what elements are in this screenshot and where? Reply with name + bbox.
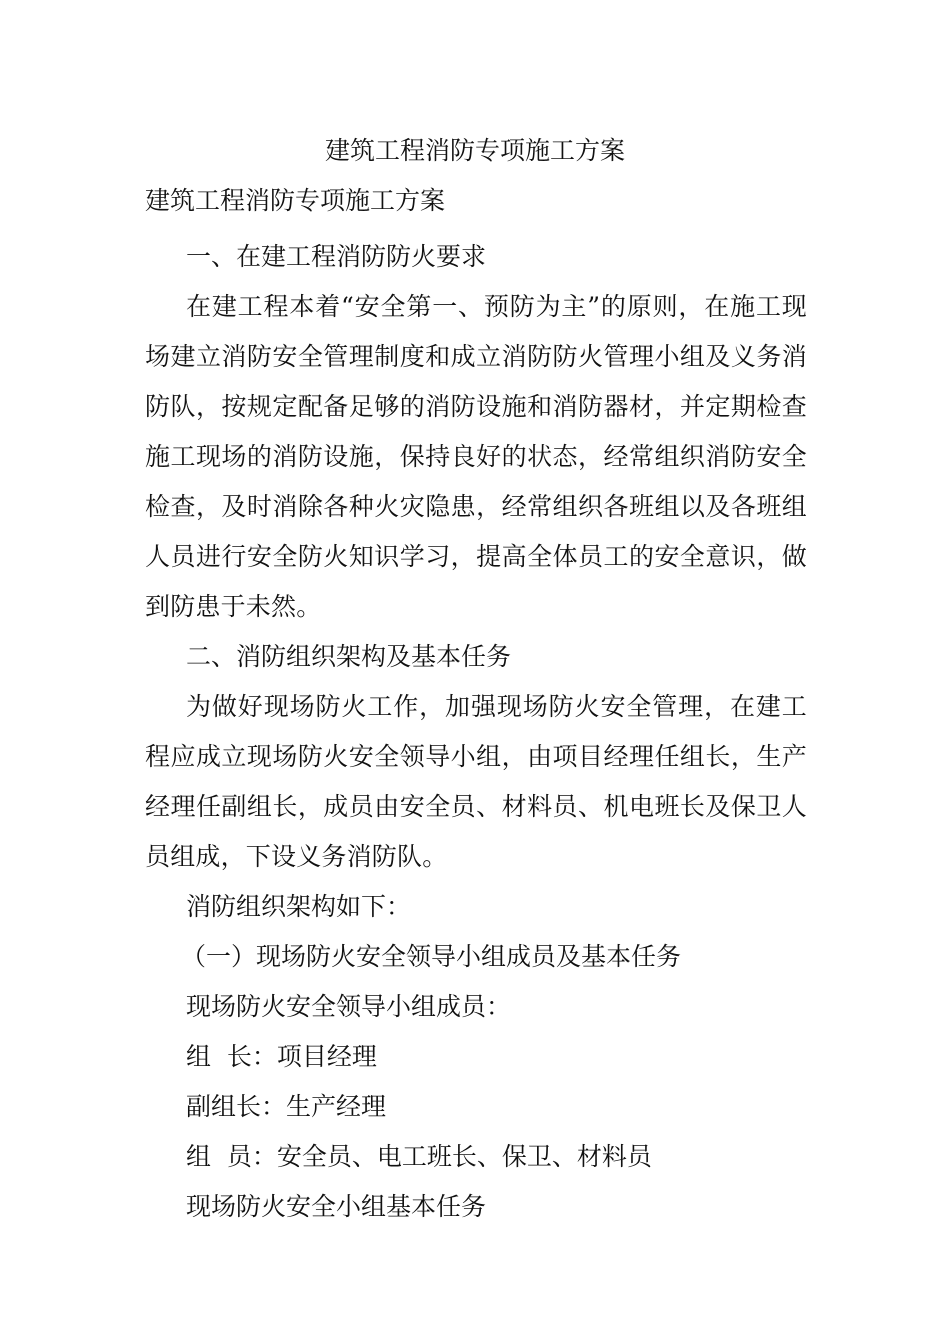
- leader-line: 组 长：项目经理: [186, 1042, 377, 1071]
- structure-intro: 消防组织架构如下：: [186, 892, 412, 921]
- section-1-paragraph: 在建工程本着“安全第一、预防为主”的原则，在施工现场建立消防安全管理制度和成立消防防火管理小组及义务消防队，按规定配备足够的消防设施和消防器材，并定期检查施工现场的消防设施，保持良好的状态，经常组织消防安全检查，及时消除各种火灾隐患，经常组织各班组以及各班组人员进行安全防火知识学习，提高全体员工的安全意识，做到防患于未然。: [145, 292, 807, 621]
- members-label: 现场防火安全领导小组成员：: [186, 992, 512, 1021]
- members-line: 组 员：安全员、电工班长、保卫、材料员: [186, 1142, 652, 1171]
- document-title: 建筑工程消防专项施工方案: [324, 136, 625, 165]
- section-2-heading: 二、消防组织架构及基本任务: [186, 642, 512, 671]
- section-2-paragraph: 为做好现场防火工作，加强现场防火安全管理，在建工程应成立现场防火安全领导小组，由项目经理任组长，生产经理任副组长，成员由安全员、材料员、机电班长及保卫人员组成，下设义务消防队。: [145, 692, 807, 871]
- tasks-label: 现场防火安全小组基本任务: [186, 1192, 487, 1221]
- document-subtitle: 建筑工程消防专项施工方案: [145, 186, 446, 215]
- section-1-heading: 一、在建工程消防防火要求: [186, 242, 487, 271]
- deputy-line: 副组长：生产经理: [186, 1092, 387, 1121]
- document-body: [145, 232, 807, 1232]
- subsection-1-heading: （一）现场防火安全领导小组成员及基本任务: [181, 942, 682, 971]
